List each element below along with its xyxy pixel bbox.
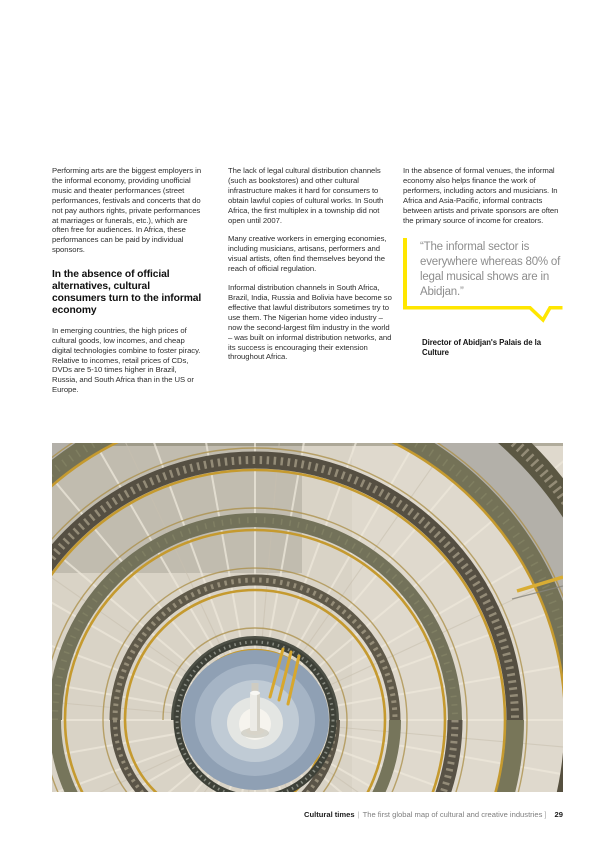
staircase-photo <box>52 443 563 792</box>
column-1 <box>52 166 202 404</box>
page-footer <box>0 810 563 819</box>
footer-page-number: 29 <box>554 810 563 819</box>
paragraph: Performing arts are the biggest employers in the informal economy, providing unofficial music and theater performances (street performances, festivals and concerts that do not pay authors rights, private performances at marriages or funerals, etc.), which are often free for audiences. In Africa, these performances can be paid by individual sponsors. <box>52 166 202 255</box>
paragraph: The lack of legal cultural distribution channels (such as bookstores) and other cultural infrastructure makes it hard for consumers to obtain lawful copies of cultural works. In South Africa, the first multiplex in a township did not open until 2007. <box>228 166 384 225</box>
speech-bubble-tail-icon <box>403 306 564 323</box>
pull-quote-text: “The informal sector is everywhere whereas 80% of legal musical shows are in Abidjan.” <box>420 241 561 299</box>
paragraph: Many creative workers in emerging economies, including musicians, artisans, performers and visual artists, often find themselves beyond the reach of official regulation. <box>228 234 387 274</box>
column-3 <box>403 166 563 404</box>
footer-bracket: ] <box>544 810 547 819</box>
section-heading: In the absence of official alternatives, cultural consumers turn to the informal economy <box>52 269 202 316</box>
footer-subtitle: The first global map of cultural and creative industries <box>362 810 543 819</box>
footer-title: Cultural times <box>303 810 355 819</box>
paragraph: In emerging countries, the high prices of cultural goods, low incomes, and cheap digital technologies combine to foster piracy. Relative to incomes, retail prices of CDs, DVDs are 5-10 times higher in Brazil, Russia, and South Africa than in the US or Europe. <box>52 325 201 395</box>
text-columns <box>52 166 563 404</box>
spiral-staircase-illustration <box>52 443 563 792</box>
column-2 <box>228 166 393 404</box>
pull-quote <box>403 238 563 323</box>
footer-separator: | <box>357 810 360 819</box>
pull-quote-body <box>403 238 563 306</box>
paragraph: Informal distribution channels in South Africa, Brazil, India, Russia and Bolivia have become so effective that lawful distributors sometimes try to use them. The Nigerian home video industry – now the second-largest film industry in the world – was built on informal distribution networks, and its success is encouraging their extension throughout Africa. <box>228 283 392 362</box>
paragraph: In the absence of formal venues, the informal economy also helps finance the work of performers, including actors and musicians. In Africa and Asia-Pacific, informal contracts between artists and private sponsors are often the primary source of income for creators. <box>403 166 559 225</box>
quote-attribution: Director of Abidjan's Palais de la Culture <box>422 338 542 358</box>
